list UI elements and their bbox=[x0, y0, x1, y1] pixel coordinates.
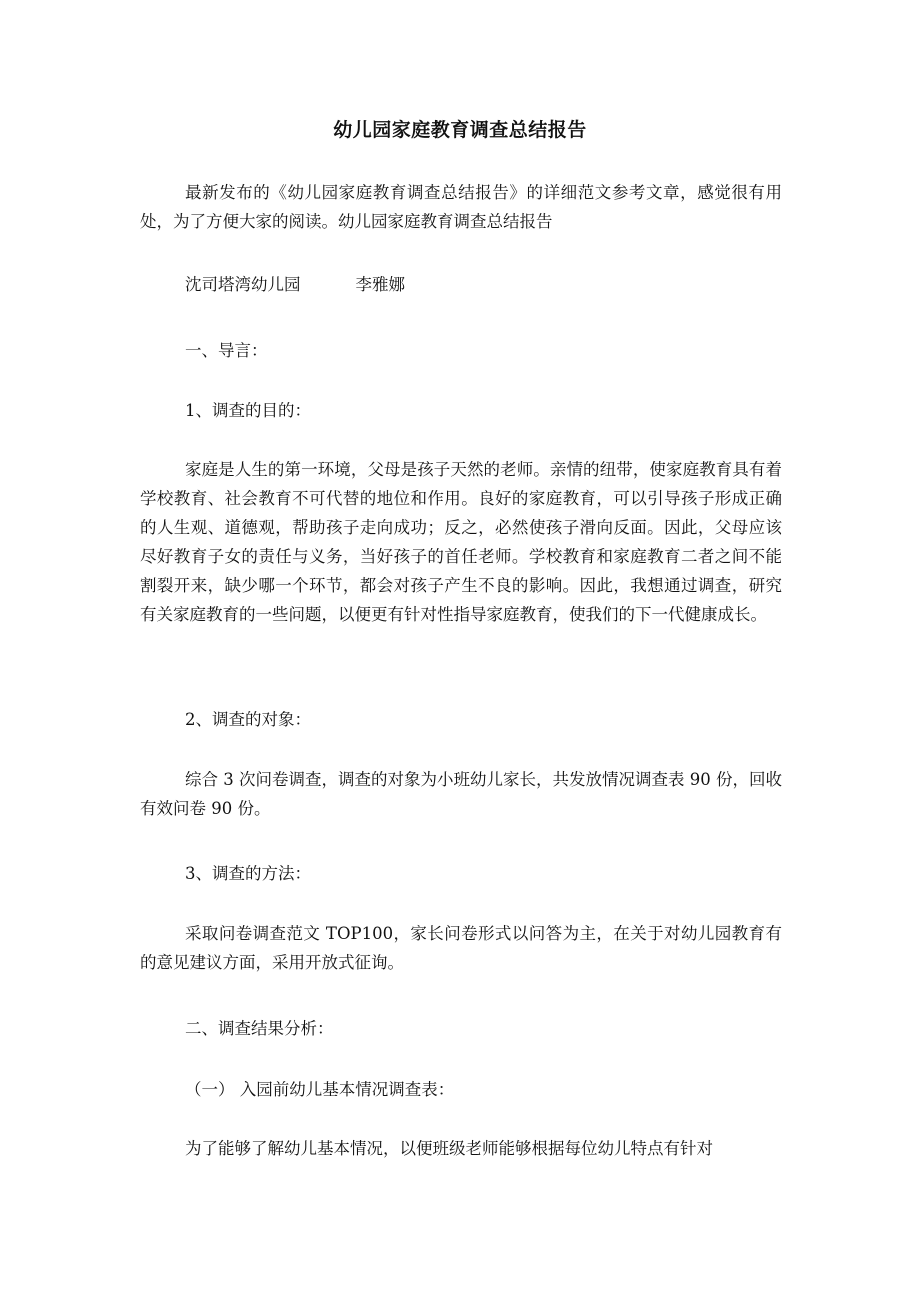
basic-info-paragraph: 为了能够了解幼儿基本情况，以便班级老师能够根据每位幼儿特点有针对 bbox=[185, 1139, 713, 1158]
section-heading-analysis: 二、调查结果分析： bbox=[185, 1019, 334, 1038]
document-title: 幼儿园家庭教育调查总结报告 bbox=[333, 119, 587, 141]
subsection-heading-basic-info: （一） 入园前幼儿基本情况调查表： bbox=[185, 1080, 455, 1099]
intro-paragraph: 最新发布的《幼儿园家庭教育调查总结报告》的详细范文参考文章，感觉很有用处，为了方便大家的阅读。幼儿园家庭教育调查总结报告 bbox=[140, 183, 782, 231]
object-paragraph: 综合 3 次问卷调查，调查的对象为小班幼儿家长，共发放情况调查表 90 份，回收有效问卷 90 份。 bbox=[140, 770, 782, 818]
purpose-paragraph: 家庭是人生的第一环境，父母是孩子天然的老师。亲情的纽带，使家庭教育具有着学校教育、社会教育不可代替的地位和作用。良好的家庭教育，可以引导孩子形成正确的人生观、道德观，帮助孩子走向成功；反之，必然使孩子滑向反面。因此，父母应该尽好教育子女的责任与义务，当好孩子的首任老师。学校教育和家庭教育二者之间不能割裂开来，缺少哪一个环节，都会对孩子产生不良的影响。因此，我想通过调查，研究有关家庭教育的一些问题，以便更有针对性指导家庭教育，使我们的下一代健康成长。 bbox=[140, 460, 782, 624]
school-name: 沈司塔湾幼儿园 bbox=[185, 275, 301, 294]
method-paragraph: 采取问卷调查范文 TOP100，家长问卷形式以问答为主，在关于对幼儿园教育有的意见建议方面，采用开放式征询。 bbox=[140, 924, 782, 972]
author-line bbox=[185, 270, 405, 299]
subheading-object: 2、调查的对象： bbox=[185, 710, 311, 729]
author-name: 李雅娜 bbox=[355, 275, 405, 294]
subheading-method: 3、调查的方法： bbox=[185, 864, 311, 883]
section-heading-introduction: 一、导言： bbox=[185, 341, 268, 360]
subheading-purpose: 1、调查的目的： bbox=[185, 401, 311, 420]
